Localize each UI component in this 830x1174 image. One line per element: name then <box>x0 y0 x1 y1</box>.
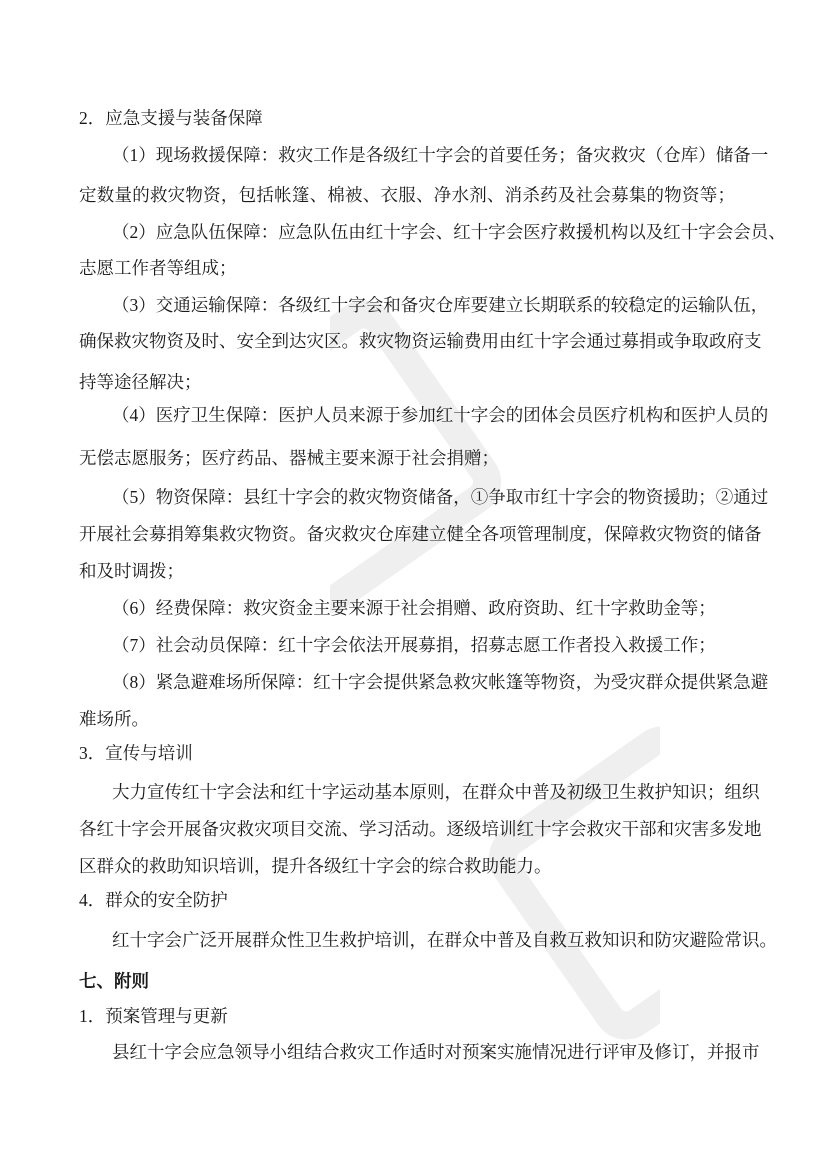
paragraph-line: 各红十字会开展备灾救灾项目交流、学习活动。逐级培训红十字会救灾干部和灾害多发地 <box>79 819 762 839</box>
section-subheading: 4．群众的安全防护 <box>79 890 228 910</box>
paragraph-line: 定数量的救灾物资，包括帐篷、棉被、衣服、净水剂、消杀药及社会募集的物资等； <box>79 185 735 205</box>
paragraph-line: 难场所。 <box>79 709 149 729</box>
paragraph-line: 区群众的救助知识培训，提升各级红十字会的综合救助能力。 <box>79 856 552 876</box>
section-heading: 七、附则 <box>79 971 149 991</box>
paragraph-line: （3）交通运输保障：各级红十字会和备灾仓库要建立长期联系的较稳定的运输队伍， <box>112 295 769 315</box>
paragraph-line: 开展社会募捐筹集救灾物资。备灾救灾仓库建立健全各项管理制度，保障救灾物资的储备 <box>79 524 762 544</box>
paragraph-line: 县红十字会应急领导小组结合救灾工作适时对预案实施情况进行评审及修订，并报市 <box>112 1042 760 1062</box>
paragraph-line: （7）社会动员保障：红十字会依法开展募捐，招募志愿工作者投入救援工作； <box>112 635 716 655</box>
section-subheading: 2．应急支援与装备保障 <box>79 108 263 128</box>
paragraph-line: 持等途径解决； <box>79 372 202 392</box>
paragraph-line: （6）经费保障：救灾资金主要来源于社会捐赠、政府资助、红十字救助金等； <box>112 598 716 618</box>
paragraph-line: 无偿志愿服务；医疗药品、器械主要来源于社会捐赠； <box>79 448 499 468</box>
paragraph-line: （5）物资保障：县红十字会的救灾物资储备，①争取市红十字会的物资援助；②通过 <box>112 487 769 507</box>
section-subheading: 3．宣传与培训 <box>79 743 193 763</box>
paragraph-line: （1）现场救援保障：救灾工作是各级红十字会的首要任务；备灾救灾（仓库）储备一 <box>112 145 769 165</box>
paragraph-line: （8）紧急避难场所保障：红十字会提供紧急救灾帐篷等物资，为受灾群众提供紧急避 <box>112 672 769 692</box>
paragraph-line: 红十字会广泛开展群众性卫生救护培训，在群众中普及自救互救知识和防灾避险常识。 <box>112 930 777 950</box>
paragraph-line: 确保救灾物资及时、安全到达灾区。救灾物资运输费用由红十字会通过募捐或争取政府支 <box>79 331 762 351</box>
paragraph-line: （4）医疗卫生保障：医护人员来源于参加红十字会的团体会员医疗机构和医护人员的 <box>112 405 769 425</box>
paragraph-line: 大力宣传红十字会法和红十字运动基本原则，在群众中普及初级卫生救护知识；组织 <box>112 782 760 802</box>
paragraph-line: （2）应急队伍保障：应急队伍由红十字会、红十字会医疗救援机构以及红十字会会员、 <box>112 222 786 242</box>
paragraph-line: 志愿工作者等组成； <box>79 258 237 278</box>
paragraph-line: 和及时调拨； <box>79 561 184 581</box>
section-subheading: 1．预案管理与更新 <box>79 1006 228 1026</box>
